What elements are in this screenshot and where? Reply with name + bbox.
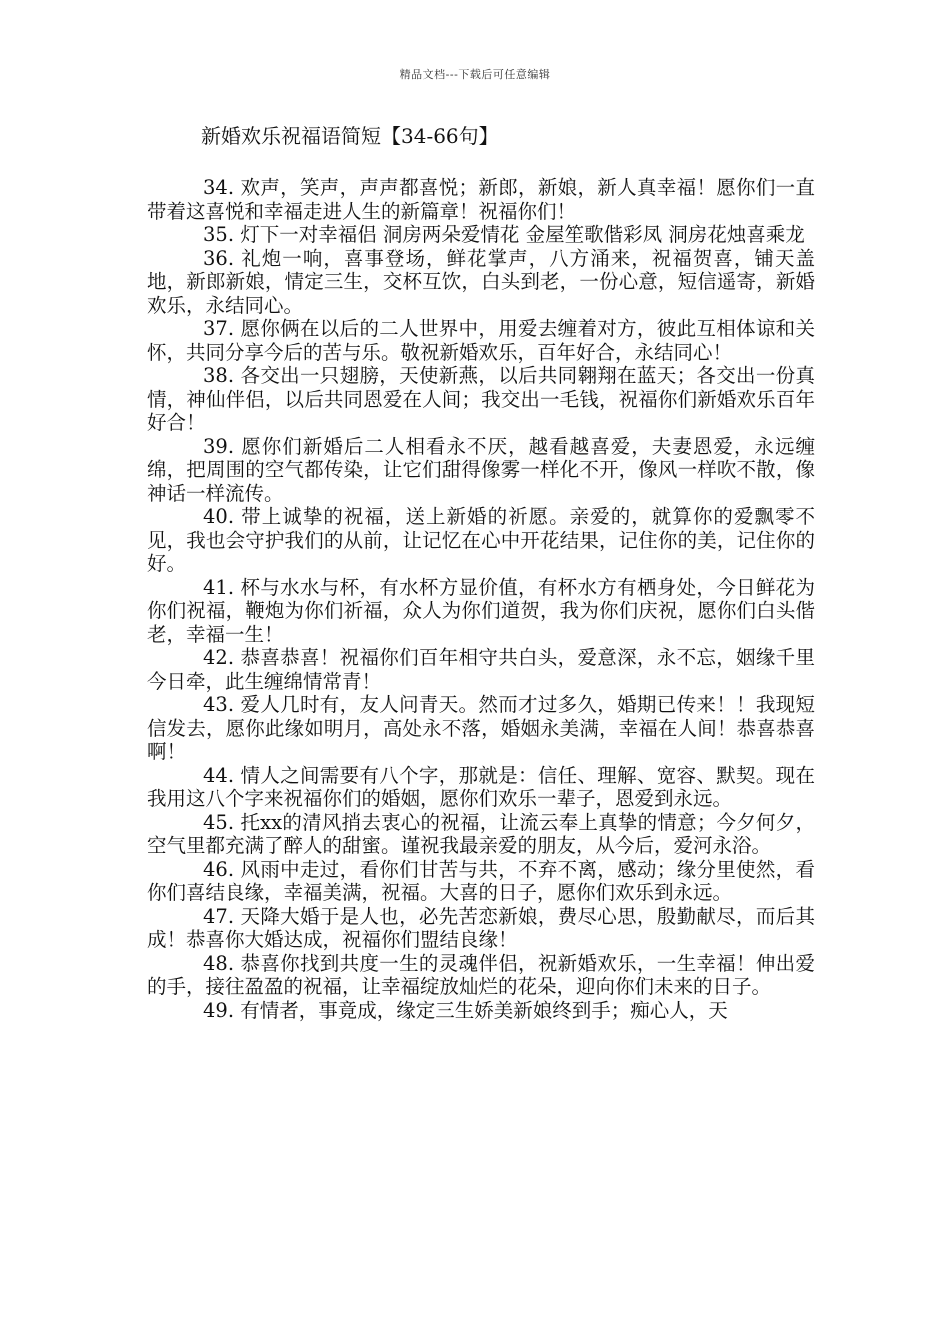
blessing-paragraph-41: 41. 杯与水水与杯，有水杯方显价值，有杯水方有栖身处，今日鲜花为你们祝福，鞭炮为你们祈福，众人为你们道贺，我为你们庆祝，愿你们白头偕老，幸福一生！ <box>147 575 815 646</box>
blessing-paragraph-43: 43. 爱人几时有，友人问青天。然而才过多久，婚期已传来！！我现短信发去，愿你此缘如明月，高处永不落，婚姻永美满，幸福在人间！恭喜恭喜啊！ <box>147 693 815 763</box>
blessing-paragraph-48: 48. 恭喜你找到共度一生的灵魂伴侣，祝新婚欢乐，一生幸福！伸出爱的手，接往盈盈的祝福，让幸福绽放灿烂的花朵，迎向你们未来的日子。 <box>147 951 815 998</box>
blessing-paragraph-44: 44. 情人之间需要有八个字，那就是：信任、理解、宽容、默契。现在我用这八个字来祝福你们的婚姻，愿你们欢乐一辈子，恩爱到永远。 <box>147 763 815 810</box>
blessing-paragraph-46: 46. 风雨中走过，看你们甘苦与共，不弃不离，感动；缘分里使然，看你们喜结良缘，幸福美满，祝福。大喜的日子，愿你们欢乐到永远。 <box>147 857 815 904</box>
blessing-paragraph-42: 42. 恭喜恭喜！祝福你们百年相守共白头，爱意深，永不忘，姻缘千里今日牵，此生缠绵情常青！ <box>147 646 815 693</box>
blessing-paragraph-39: 39. 愿你们新婚后二人相看永不厌，越看越喜爱，夫妻恩爱，永远缠绵，把周围的空气都传染，让它们甜得像雾一样化不开，像风一样吹不散，像神话一样流传。 <box>147 434 815 505</box>
blessing-paragraph-35: 35. 灯下一对幸福侣 洞房两朵爱情花 金屋笙歌偕彩凤 洞房花烛喜乘龙 <box>203 223 805 246</box>
blessing-paragraph-38: 38. 各交出一只翅膀，天使新燕，以后共同翱翔在蓝天；各交出一份真情，神仙伴侣，以后共同恩爱在人间；我交出一毛钱，祝福你们新婚欢乐百年好合！ <box>147 364 815 434</box>
blessing-paragraph-49: 49. 有情者，事竟成，缘定三生娇美新娘终到手；痴心人，天 <box>203 998 728 1022</box>
page-header: 精品文档---下载后可任意编辑 <box>399 68 551 81</box>
blessing-paragraph-47: 47. 天降大婚于是人也，必先苦恋新娘，费尽心思，殷勤献尽，而后其成！恭喜你大婚达成，祝福你们盟结良缘！ <box>147 904 815 951</box>
blessing-paragraph-36: 36. 礼炮一响，喜事登场，鲜花掌声，八方涌来，祝福贺喜，铺天盖地，新郎新娘，情定三生，交杯互饮，白头到老，一份心意，短信遥寄，新婚欢乐，永结同心。 <box>147 246 815 317</box>
blessing-paragraph-40: 40. 带上诚挚的祝福，送上新婚的祈愿。亲爱的，就算你的爱飘零不见，我也会守护我们的从前，让记忆在心中开花结果，记住你的美，记住你的好。 <box>147 505 815 575</box>
blessing-paragraph-45: 45. 托xx的清风捎去衷心的祝福，让流云奉上真挚的情意；今夕何夕，空气里都充满了醉人的甜蜜。谨祝我最亲爱的朋友，从今后，爱河永浴。 <box>147 810 815 857</box>
document-title: 新婚欢乐祝福语简短【34-66句】 <box>201 124 499 148</box>
blessing-paragraph-34: 34. 欢声，笑声，声声都喜悦；新郎，新娘，新人真幸福！愿你们一直带着这喜悦和幸福走进人生的新篇章！祝福你们！ <box>147 176 815 223</box>
document-body <box>147 176 815 1022</box>
blessing-paragraph-37: 37. 愿你俩在以后的二人世界中，用爱去缠着对方，彼此互相体谅和关怀，共同分享今后的苦与乐。敬祝新婚欢乐，百年好合，永结同心！ <box>147 317 815 364</box>
